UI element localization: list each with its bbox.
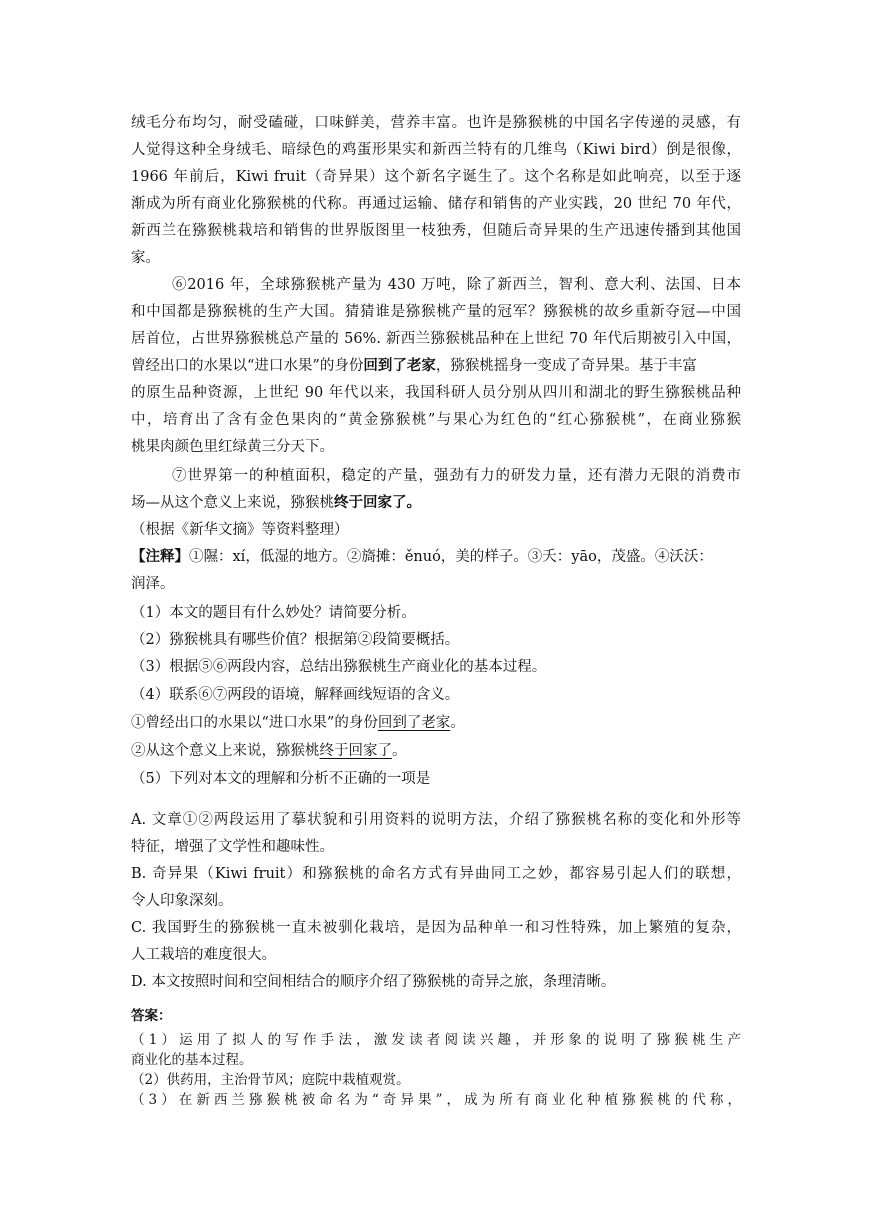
paragraph-6-line-4-post: ，猕猴桃摇身一变成了奇异果。基于丰富 [435,358,697,374]
annotation-line-1 [131,547,741,567]
question-4-item-a [131,713,741,733]
annotation-label: 【注释】 [131,548,189,565]
question-3: （3）根据⑤⑥两段内容，总结出猕猴桃生产商业化的基本过程。 [131,659,547,675]
answer-2: （2）供药用，主治骨节风；庭院中栽植观赏。 [131,1072,410,1088]
paragraph-7-line-1: ⑦世界第一的种植面积，稳定的产量，强劲有力的研发力量，还有潜力无限的消费市 [172,468,741,484]
paragraph-6-line-5: 的原生品种资源，上世纪 90 年代以来，我国科研人员分别从四川和湖北的野生猕猴桃品种 [131,385,741,401]
paragraph-7-line-2 [131,493,741,513]
underlined-phrase-back-home: 回到了老家 [377,715,451,731]
question-4: （4）联系⑥⑦两段的语境，解释画线短语的含义。 [131,687,460,703]
answer-3: （3）在新西兰猕猴桃被命名为“奇异果”，成为所有商业化种植猕猴桃的代称， [131,1092,741,1108]
option-b-line-1: B. 奇异果（Kiwi fruit）和猕猴桃的命名方式有异曲同工之妙，都容易引起人们的联想， [131,866,741,882]
question-5: （5）下列对本文的理解和分析不正确的一项是 [131,771,431,787]
option-c-line-1: C. 我国野生的猕猴桃一直未被驯化栽培，是因为品种单一和习性特殊，加上繁殖的复杂， [131,920,741,936]
paragraph-6-line-6: 中，培育出了含有金色果肉的“黄金猕猴桃”与果心为红色的“红心猕猴桃”，在商业猕猴 [131,412,741,428]
annotation-line-2: 润泽。 [131,576,175,592]
paragraph-6-line-2: 和中国都是猕猴桃的生产大国。猜猜谁是猕猴桃产量的冠军？猕猴桃的故乡重新夺冠—中国 [131,304,741,320]
paragraph-5-line-3: 1966 年前后，Kiwi fruit（奇异果）这个新名字诞生了。这个名称是如此响亮，以至于逐 [131,169,741,185]
question-2: （2）猕猴桃具有哪些价值？根据第②段简要概括。 [131,632,460,648]
option-a-line-2: 特征，增强了文学性和趣味性。 [131,839,334,855]
paragraph-6-line-4-pre: 曾经出口的水果以“进口水果”的身份 [131,358,364,374]
option-a-line-1: A. 文章①②两段运用了摹状貌和引用资料的说明方法，介绍了猕猴桃名称的变化和外形等 [131,812,741,828]
answer-1-line-1: （1）运用了拟人的写作手法，激发读者阅读兴趣，并形象的说明了猕猴桃生产 [131,1032,741,1048]
paragraph-5-line-6: 家。 [131,250,160,266]
paragraph-6-line-3: 居首位，占世界猕猴桃总产量的 56%. 新西兰猕猴桃品种在上世纪 70 年代后期被引入中国， [131,331,741,347]
source-note: （根据《新华文摘》等资料整理） [131,522,349,538]
question-1: （1）本文的题目有什么妙处？请简要分析。 [131,605,416,621]
annotation-text: ①隰：xí，低湿的地方。②旖摊：ěnuó，美的样子。③夭：yāo，茂盛。④沃沃： [189,549,713,565]
paragraph-6-line-4 [131,356,741,376]
option-b-line-2: 令人印象深刻。 [131,893,233,909]
answer-label: 答案： [131,1008,172,1024]
paragraph-7-line-2-pre: 场—从这个意义上来说，猕猴桃 [131,495,334,511]
bold-phrase-back-home: 回到了老家 [363,357,436,374]
paragraph-5-line-2: 人觉得这种全身绒毛、暗绿色的鸡蛋形果实和新西兰特有的几维鸟（Kiwi bird）倒是很像， [131,142,741,158]
option-d: D. 本文按照时间和空间相结合的顺序介绍了猕猴桃的奇异之旅，条理清晰。 [131,974,616,990]
paragraph-6-line-7: 桃果肉颜色里红绿黄三分天下。 [131,439,334,455]
paragraph-5-line-5: 新西兰在猕猴桃栽培和销售的世界版图里一枝独秀，但随后奇异果的生产迅速传播到其他国 [131,223,741,239]
question-4-item-a-post: 。 [450,715,465,731]
question-4-item-b [131,741,741,761]
paragraph-5-line-4: 渐成为所有商业化猕猴桃的代称。再通过运输、储存和销售的产业实践，20 世纪 70 年代， [131,196,741,212]
paragraph-5-line-1: 绒毛分布均匀，耐受磕碰，口味鲜美，营养丰富。也许是猕猴桃的中国名字传递的灵感，有 [131,115,741,131]
question-4-item-b-post: 。 [392,743,407,759]
question-4-item-a-pre: ①曾经出口的水果以“进口水果”的身份 [131,715,378,731]
underlined-phrase-finally-home: 终于回家了 [319,743,392,759]
option-c-line-2: 人工栽培的难度很大。 [131,947,276,963]
paragraph-6-line-1: ⑥2016 年，全球猕猴桃产量为 430 万吨，除了新西兰，智利、意大利、法国、日本 [172,277,741,293]
bold-phrase-finally-home: 终于回家了。 [334,494,421,511]
question-4-item-b-pre: ②从这个意义上来说，猕猴桃 [131,743,320,759]
answer-1-line-2: 商业化的基本过程。 [131,1052,253,1068]
